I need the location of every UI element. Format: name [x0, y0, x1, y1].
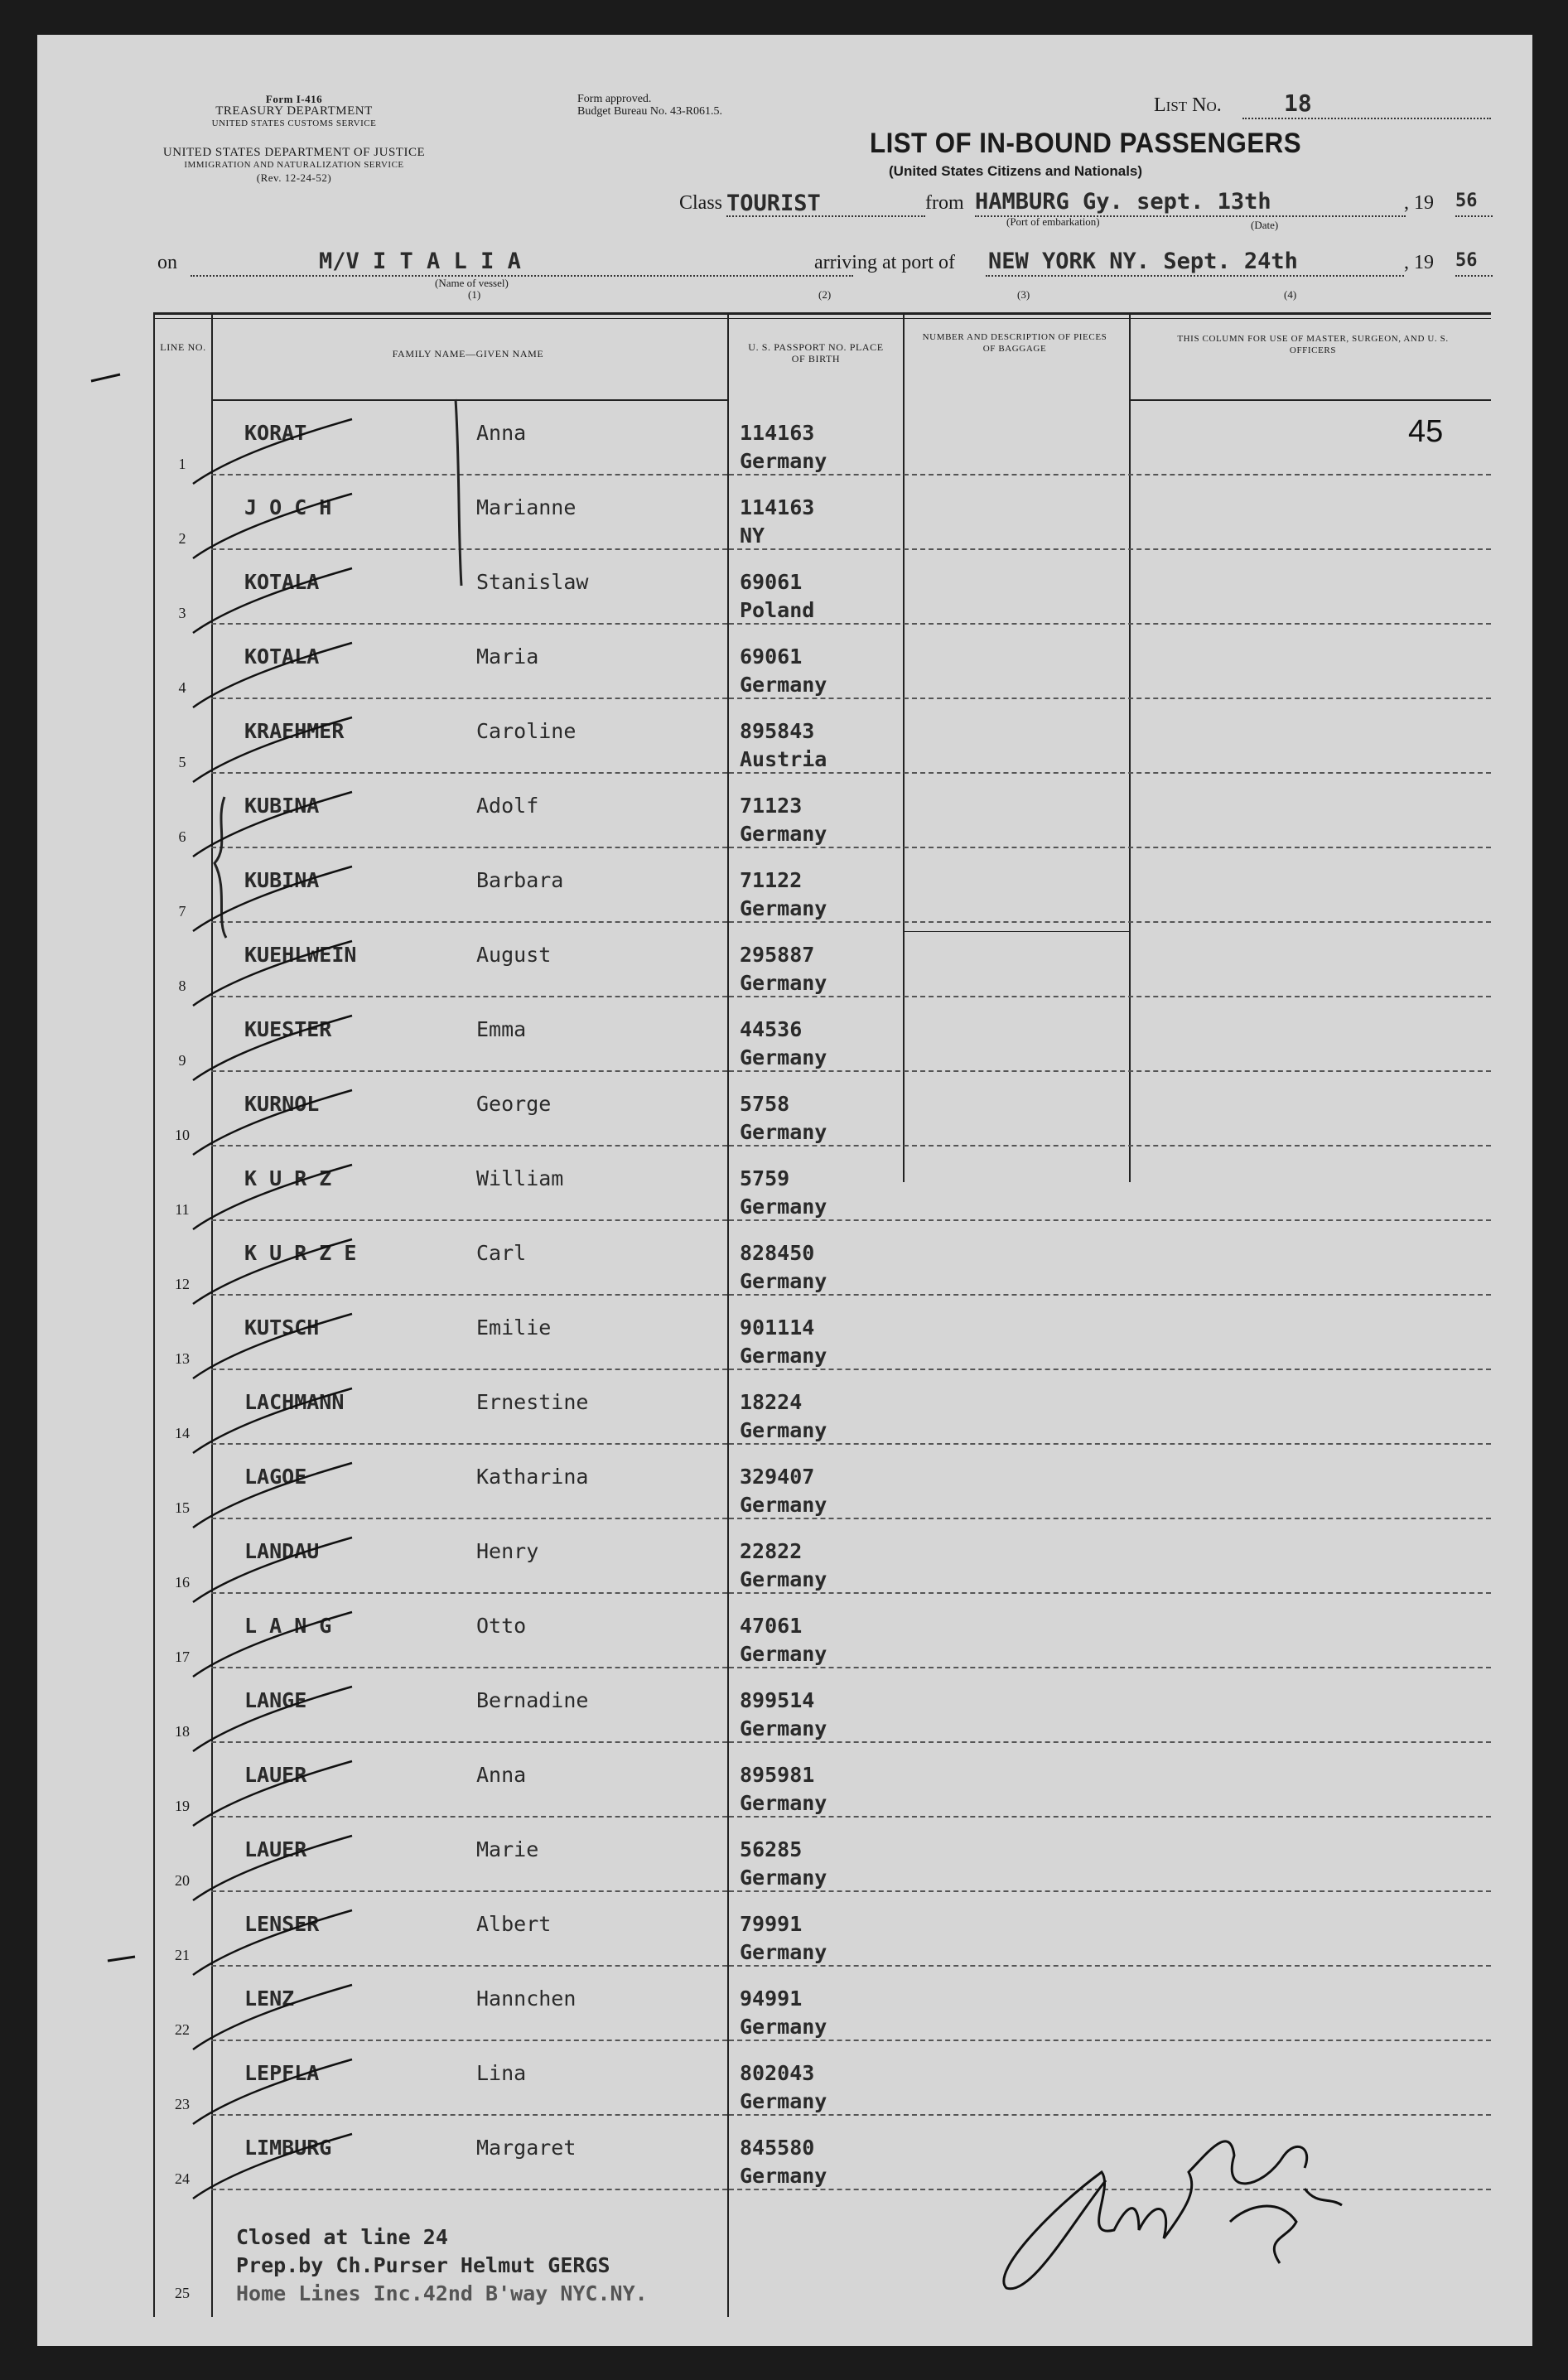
given-name: Carl [476, 1241, 527, 1265]
family-name: L A N G [244, 1614, 332, 1638]
passport-number: 5759 [740, 1166, 790, 1190]
line-number: 24 [175, 2170, 190, 2187]
place-of-birth: Germany [740, 1716, 827, 1740]
col-header-line: LINE NO. [160, 341, 206, 353]
line-number: 8 [178, 978, 186, 994]
check-stroke [193, 494, 352, 558]
family-name: LAGOE [244, 1465, 307, 1489]
closed-note: Closed at line 24 [236, 2225, 448, 2249]
place-of-birth: Germany [740, 1269, 827, 1293]
line-number: 15 [175, 1499, 190, 1516]
family-name: LAUER [244, 1763, 307, 1787]
place-of-birth: Germany [740, 971, 827, 995]
given-name: William [476, 1166, 564, 1190]
line-number: 3 [178, 605, 186, 621]
check-stroke [193, 1165, 352, 1229]
place-of-birth: Germany [740, 896, 827, 920]
check-stroke [193, 792, 352, 857]
passport-number: 69061 [740, 570, 803, 594]
vessel-value: M/V I T A L I A [319, 249, 521, 274]
place-of-birth: Poland [740, 598, 815, 622]
passport-number: 47061 [740, 1614, 803, 1638]
from-label: from [925, 192, 964, 214]
passport-number: 114163 [740, 495, 815, 519]
check-stroke [193, 2134, 352, 2199]
family-name: LEPFLA [244, 2061, 320, 2085]
family-name: K U R Z E [244, 1241, 357, 1265]
line-number: 20 [175, 1872, 190, 1889]
passport-number: 56285 [740, 1837, 803, 1861]
check-stroke [193, 1687, 352, 1751]
list-no-value: 18 [1284, 89, 1312, 117]
family-name: KUBINA [244, 868, 320, 892]
check-stroke [193, 1612, 352, 1677]
budget-bureau: Budget Bureau No. 43-R061.5. [577, 105, 722, 118]
bracket-stroke [456, 399, 461, 586]
check-stroke [193, 419, 352, 484]
treasury-dept: TREASURY DEPARTMENT [215, 104, 373, 118]
date-caption: (Date) [1251, 219, 1279, 231]
family-name: KOTALA [244, 570, 320, 594]
given-name: Bernadine [476, 1688, 589, 1712]
check-stroke [193, 643, 352, 707]
tick-1 [91, 374, 120, 381]
passport-number: 802043 [740, 2061, 815, 2085]
place-of-birth: Germany [740, 1418, 827, 1442]
check-stroke [193, 1761, 352, 1826]
family-name: LANDAU [244, 1539, 320, 1563]
place-of-birth: NY [740, 524, 765, 548]
place-of-birth: Germany [740, 449, 827, 473]
line-number: 21 [175, 1947, 190, 1963]
doj-label: UNITED STATES DEPARTMENT OF JUSTICE [162, 146, 426, 159]
signature-stroke-1 [1004, 2141, 1307, 2289]
line-number: 10 [175, 1127, 190, 1143]
line-number: 22 [175, 2021, 190, 2038]
check-stroke [193, 1985, 352, 2049]
customs-service: UNITED STATES CUSTOMS SERVICE [211, 118, 377, 128]
year2-prefix: , 19 [1404, 252, 1434, 273]
check-stroke [193, 717, 352, 782]
place-of-birth: Germany [740, 1120, 827, 1144]
arriving-value: NEW YORK NY. Sept. 24th [988, 249, 1298, 274]
given-name: Albert [476, 1912, 552, 1936]
class-label: Class [679, 192, 723, 214]
from-value: HAMBURG Gy. sept. 13th [975, 189, 1271, 215]
officer-note: 45 [1408, 414, 1444, 449]
family-name: LENSER [244, 1912, 320, 1936]
port-embark-caption: (Port of embarkation) [1006, 215, 1100, 228]
line-number: 6 [178, 828, 186, 845]
margin-ticks [91, 374, 135, 1961]
col-header-baggage: NUMBER AND DESCRIPTION OF PIECES OF BAGGAGE [922, 332, 1107, 354]
given-name: Katharina [476, 1465, 589, 1489]
tick-2 [108, 1957, 135, 1961]
col-num-4: (4) [1284, 288, 1297, 301]
passport-number: 114163 [740, 421, 815, 445]
place-of-birth: Germany [740, 1791, 827, 1815]
check-stroke [193, 1314, 352, 1378]
signature-stroke-2 [1230, 2189, 1342, 2263]
given-name: Adolf [476, 794, 539, 818]
place-of-birth: Germany [740, 673, 827, 697]
check-stroke [193, 1239, 352, 1304]
line-number: 23 [175, 2096, 190, 2112]
place-of-birth: Austria [740, 747, 827, 771]
year2-value: 56 [1455, 250, 1478, 271]
given-name: Marie [476, 1837, 539, 1861]
passport-number: 828450 [740, 1241, 815, 1265]
revision-label: (Rev. 12-24-52) [256, 171, 332, 184]
check-marks [193, 419, 352, 2199]
passport-number: 5758 [740, 1092, 790, 1116]
passport-number: 71122 [740, 868, 803, 892]
col-num-1: (1) [468, 288, 481, 301]
col-num-2: (2) [818, 288, 832, 301]
family-name: LIMBURG [244, 2136, 332, 2160]
col-header-name: FAMILY NAME—GIVEN NAME [392, 348, 544, 360]
line-number: 1 [178, 456, 186, 472]
given-name: Hannchen [476, 1987, 577, 2011]
check-stroke [193, 1538, 352, 1602]
line-number: 4 [178, 679, 186, 696]
place-of-birth: Germany [740, 2015, 827, 2039]
signature [1004, 2141, 1342, 2289]
place-of-birth: Germany [740, 1866, 827, 1890]
family-name: KOTALA [244, 644, 320, 669]
line-number: 16 [175, 1574, 190, 1591]
given-name: Ernestine [476, 1390, 589, 1414]
passport-number: 79991 [740, 1912, 803, 1936]
line-number: 17 [175, 1649, 190, 1665]
check-stroke [193, 1016, 352, 1080]
line-number: 11 [175, 1201, 190, 1218]
col-header-officers: THIS COLUMN FOR USE OF MASTER, SURGEON, AND U. S. OFFICERS [1177, 334, 1449, 355]
family-name: LANGE [244, 1688, 307, 1712]
given-name: Maria [476, 644, 539, 669]
manifest-sheet [37, 35, 1532, 2346]
given-name: Stanislaw [476, 570, 589, 594]
handwriting-layer [37, 35, 1532, 2346]
given-name: Marianne [476, 495, 577, 519]
place-of-birth: Germany [740, 2164, 827, 2188]
check-stroke [193, 867, 352, 931]
family-name: LAUER [244, 1837, 307, 1861]
on-label: on [157, 252, 177, 273]
line-number: 18 [175, 1723, 190, 1740]
year1-prefix: , 19 [1404, 192, 1434, 214]
given-name: Caroline [476, 719, 577, 743]
line-number: 13 [175, 1350, 190, 1367]
family-name: J O C H [244, 495, 332, 519]
arriving-label: arriving at port of [814, 252, 955, 273]
check-stroke [193, 568, 352, 633]
given-name: Emma [476, 1017, 527, 1041]
line-number: 2 [178, 530, 186, 547]
place-of-birth: Germany [740, 2089, 827, 2113]
passport-number: 69061 [740, 644, 803, 669]
place-of-birth: Germany [740, 1642, 827, 1666]
passport-number: 901114 [740, 1316, 815, 1340]
col-header-passport: U. S. PASSPORT NO. PLACE OF BIRTH [748, 341, 884, 364]
line-number: 19 [175, 1798, 190, 1814]
given-name: Otto [476, 1614, 527, 1638]
check-stroke [193, 941, 352, 1006]
given-name: Anna [476, 1763, 527, 1787]
agent-note: Home Lines Inc.42nd B'way NYC.NY. [236, 2281, 648, 2305]
vessel-caption: (Name of vessel) [435, 277, 509, 289]
passport-number: 845580 [740, 2136, 815, 2160]
family-name: KUESTER [244, 1017, 332, 1041]
given-name: Emilie [476, 1316, 552, 1340]
place-of-birth: Germany [740, 1940, 827, 1964]
given-name: Barbara [476, 868, 564, 892]
class-value: TOURIST [726, 191, 821, 216]
given-name: Henry [476, 1539, 539, 1563]
check-stroke [193, 2059, 352, 2124]
family-name: LENZ [244, 1987, 295, 2011]
col-num-3: (3) [1017, 288, 1030, 301]
passport-number: 895981 [740, 1763, 815, 1787]
check-stroke [193, 1463, 352, 1528]
given-name: George [476, 1092, 552, 1116]
year1-value: 56 [1455, 191, 1478, 211]
passport-number: 71123 [740, 794, 803, 818]
place-of-birth: Germany [740, 1344, 827, 1368]
check-stroke [193, 1910, 352, 1975]
passport-number: 94991 [740, 1987, 803, 2011]
family-name: KURNOL [244, 1092, 320, 1116]
family-name: LACHMANN [244, 1390, 345, 1414]
line-number-25: 25 [175, 2285, 190, 2301]
ins-label: IMMIGRATION AND NATURALIZATION SERVICE [184, 160, 404, 170]
passport-number: 18224 [740, 1390, 803, 1414]
line-number: 12 [175, 1276, 190, 1292]
given-name: Margaret [476, 2136, 577, 2160]
line-number: 14 [175, 1425, 190, 1441]
line-number: 7 [178, 903, 186, 920]
line-number: 5 [178, 754, 186, 770]
family-name: KORAT [244, 421, 307, 445]
check-stroke [193, 1090, 352, 1155]
place-of-birth: Germany [740, 1493, 827, 1517]
passport-number: 895843 [740, 719, 815, 743]
family-name: KUEHLWEIN [244, 943, 357, 967]
check-stroke [193, 1836, 352, 1900]
passport-number: 899514 [740, 1688, 815, 1712]
family-name: KUBINA [244, 794, 320, 818]
prep-note: Prep.by Ch.Purser Helmut GERGS [236, 2253, 610, 2277]
family-name: K U R Z [244, 1166, 332, 1190]
given-name: August [476, 943, 552, 967]
place-of-birth: Germany [740, 1195, 827, 1219]
place-of-birth: Germany [740, 1045, 827, 1069]
family-name: KRAEHMER [244, 719, 345, 743]
form-approved: Form approved. [577, 93, 652, 105]
line-number: 9 [178, 1052, 186, 1069]
form-number: Form I-416 [265, 93, 323, 105]
family-name: KUTSCH [244, 1316, 320, 1340]
given-name: Anna [476, 421, 527, 445]
page-subtitle: (United States Citizens and Nationals) [889, 163, 1143, 179]
check-stroke [193, 1388, 352, 1453]
place-of-birth: Germany [740, 822, 827, 846]
bracket-mark [215, 399, 461, 938]
page-title: LIST OF IN-BOUND PASSENGERS [870, 128, 1302, 159]
passport-number: 44536 [740, 1017, 803, 1041]
passport-number: 22822 [740, 1539, 803, 1563]
given-name: Lina [476, 2061, 527, 2085]
place-of-birth: Germany [740, 1567, 827, 1591]
passport-number: 329407 [740, 1465, 815, 1489]
list-no-label: List No. [1154, 94, 1222, 116]
passport-number: 295887 [740, 943, 815, 967]
